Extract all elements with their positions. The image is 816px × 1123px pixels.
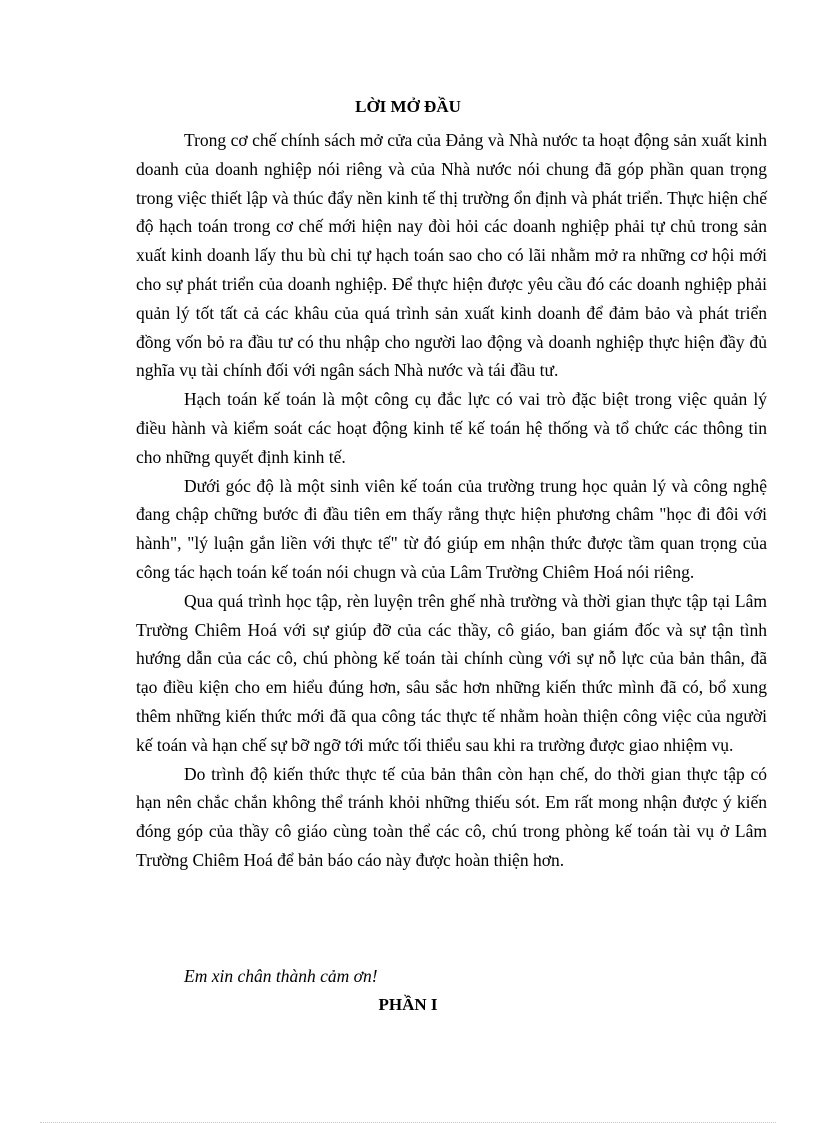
paragraph-4: Qua quá trình học tập, rèn luyện trên ghế nhà trường và thời gian thực tập tại Lâm Trường Chiêm Hoá với sự giúp đỡ của các thầy, cô giáo, ban giám đốc và sự tận tình hướng dẫn của các cô, chú phòng kế toán tài chính cùng với sự nỗ lực của bản thân, đã tạo điều kiện cho em hiểu đúng hơn, sâu sắc hơn những kiến thức mình đã có, bổ xung thêm những kiến thức mới đã qua công tác thực tế nhằm hoàn thiện công việc của người kế toán và hạn chế sự bỡ ngỡ tới mức tối thiểu sau khi ra trường được giao nhiệm vụ. bbox=[136, 590, 767, 755]
paragraph-5: Do trình độ kiến thức thực tế của bản thân còn hạn chế, do thời gian thực tập có hạn nên chắc chắn không thể tránh khỏi những thiếu sót. Em rất mong nhận được ý kiến đóng góp của thầy cô giáo cùng toàn thể các cô, chú trong phòng kế toán tài vụ ở Lâm Trường Chiêm Hoá để bản báo cáo này được hoàn thiện hơn. bbox=[136, 763, 767, 870]
page-title: LỜI MỞ ĐẦU bbox=[355, 97, 461, 116]
document-body bbox=[136, 126, 767, 875]
part-heading: PHẦN I bbox=[378, 995, 438, 1014]
paragraph-3: Dưới góc độ là một sinh viên kế toán của trường trung học quản lý và công nghệ đang chập chững bước đi đầu tiên em thấy rằng thực hiện phương châm "học đi đôi với hành", "lý luận gắn liền với thực tế" từ đó giúp em nhận thức được tầm quan trọng của công tác hạch toán kế toán nói chugn và của Lâm Trường Chiêm Hoá nói riêng. bbox=[136, 475, 767, 582]
paragraph-2: Hạch toán kế toán là một công cụ đắc lực có vai trò đặc biệt trong việc quản lý điều hành và kiểm soát các hoạt động kinh tế kế toán hệ thống và tổ chức các thông tin cho những quyết định kinh tế. bbox=[136, 389, 767, 467]
closing-line: Em xin chân thành cảm ơn! bbox=[184, 966, 378, 986]
paragraph-1: Trong cơ chế chính sách mở cửa của Đảng và Nhà nước ta hoạt động sản xuất kinh doanh của doanh nghiệp nói riêng và của Nhà nước nói chung đã góp phần quan trọng trong việc thiết lập và thúc đẩy nền kinh tế thị trường ổn định và phát triển. Thực hiện chế độ hạch toán trong cơ chế mới hiện nay đòi hỏi các doanh nghiệp phải tự chủ trong sản xuất kinh doanh lấy thu bù chi tự hạch toán sao cho có lãi nhằm mở ra những cơ hội mới cho sự phát triển của doanh nghiệp. Để thực hiện được yêu cầu đó các doanh nghiệp phải quản lý tốt tất cả các khâu của quá trình sản xuất kinh doanh để đảm bảo và phát triển đồng vốn bỏ ra đầu tư có thu nhập cho người lao động và doanh nghiệp thực hiện đầy đủ nghĩa vụ tài chính đối với ngân sách Nhà nước và tái đầu tư. bbox=[136, 130, 767, 381]
